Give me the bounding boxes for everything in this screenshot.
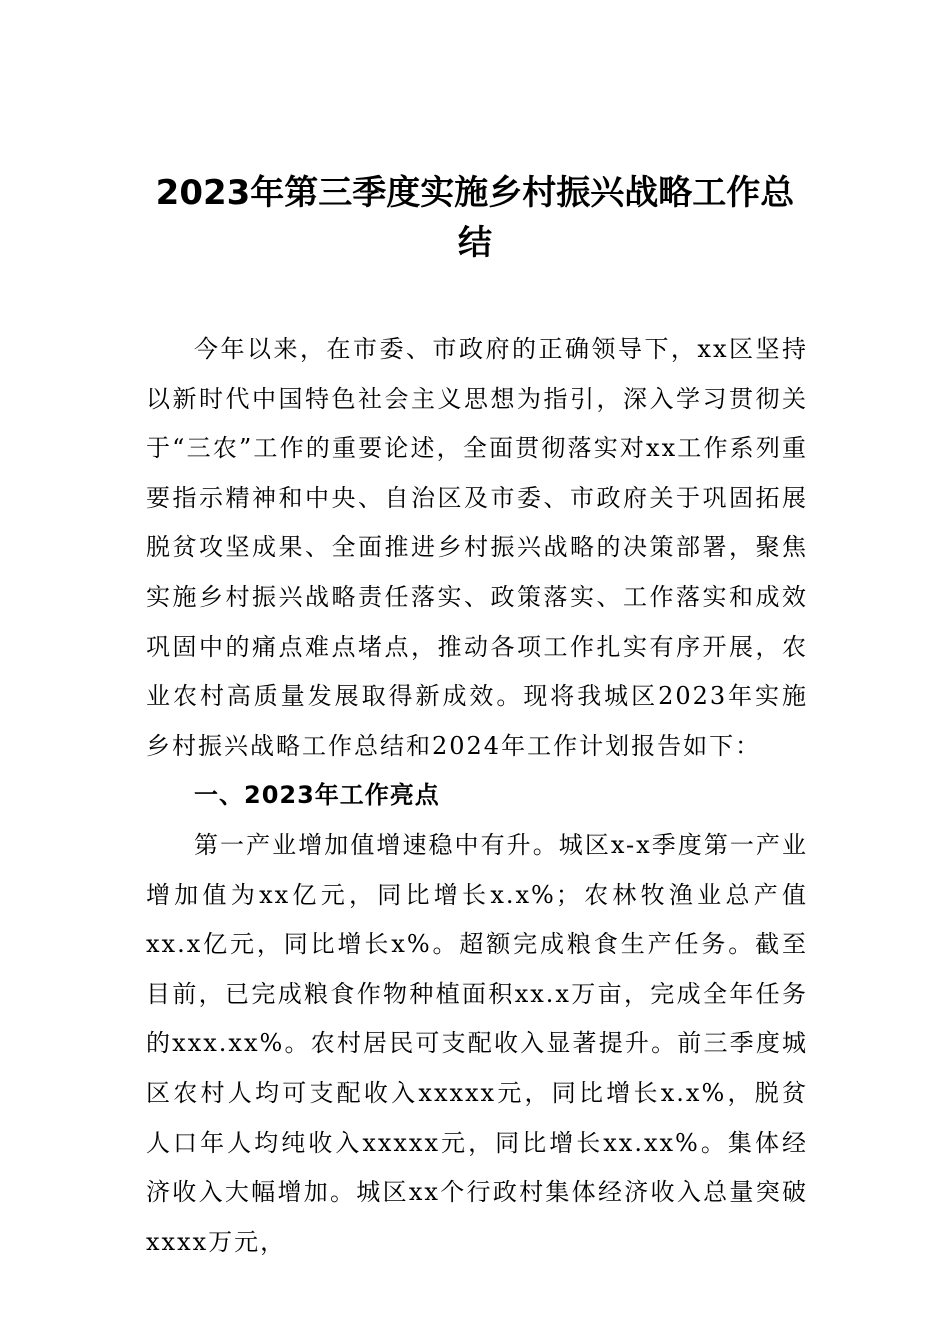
document-title: 2023年第三季度实施乡村振兴战略工作总结 xyxy=(155,173,795,263)
document-body xyxy=(146,325,808,1267)
highlights-paragraph: 第一产业增加值增速稳中有升。城区x-x季度第一产业增加值为xx亿元，同比增长x.x%；农林牧渔业总产值xx.x亿元，同比增长x%。超额完成粮食生产任务。截至目前，已完成粮食作物种植面积xx.x万亩，完成全年任务的xxx.xx%。农村居民可支配收入显著提升。前三季度城区农村人均可支配收入xxxxx元，同比增长x.x%，脱贫人口年人均纯收入xxxxx元，同比增长xx.xx%。集体经济收入大幅增加。城区xx个行政村集体经济收入总量突破xxxx万元， xyxy=(146,830,808,1256)
intro-paragraph: 今年以来，在市委、市政府的正确领导下，xx区坚持以新时代中国特色社会主义思想为指引，深入学习贯彻关于“三农”工作的重要论述，全面贯彻落实对xx工作系列重要指示精神和中央、自治区及市委、市政府关于巩固拓展脱贫攻坚成果、全面推进乡村振兴战略的决策部署，聚焦实施乡村振兴战略责任落实、政策落实、工作落实和成效巩固中的痛点难点堵点，推动各项工作扎实有序开展，农业农村高质量发展取得新成效。现将我城区2023年实施乡村振兴战略工作总结和2024年工作计划报告如下： xyxy=(146,335,808,760)
section-heading-highlights: 一、2023年工作亮点 xyxy=(194,781,440,810)
